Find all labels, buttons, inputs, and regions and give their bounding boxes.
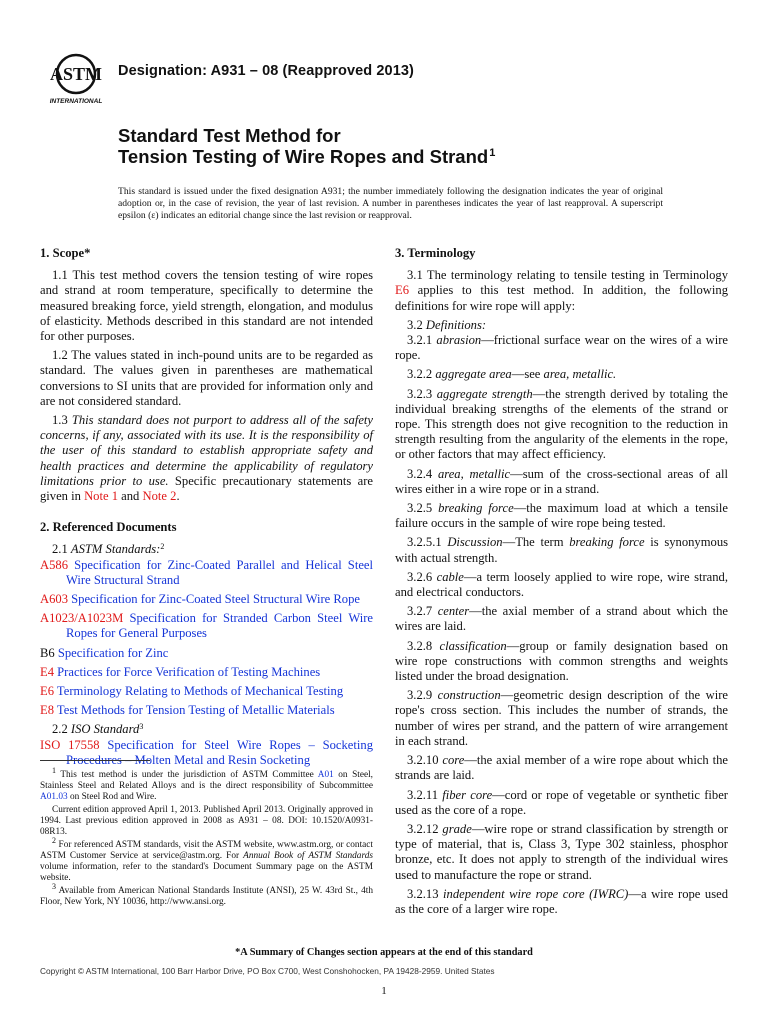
scope-period: . — [176, 489, 180, 504]
astm-ref-list — [40, 558, 373, 719]
scope-1-1: 1.1 This test method covers the tension testing of wire ropes and strand at room temperature, specifically to determine the measured breaking force, yield strength, elongation, and modulus of elasticity. Methods described in this standard are not intended for other purposes. — [40, 268, 373, 344]
ref-item — [40, 703, 373, 718]
definition-text: —see — [511, 367, 544, 382]
scope-and: and — [118, 489, 143, 504]
scope-1-3-rest: Specific precautionary statements are given in — [40, 473, 373, 504]
definition-text: —The term — [502, 535, 570, 550]
definition-number: 3.2.12 — [407, 821, 443, 836]
definition-item — [395, 688, 728, 749]
definition-term: abrasion — [436, 333, 482, 348]
definition-text: —group or family designation based on wire rope constructions with common strengths and weights listed under the broad designation. — [395, 638, 728, 684]
definition-term: Discussion — [447, 535, 503, 550]
ref-code[interactable]: E4 — [40, 664, 54, 679]
fn1-mark: 1 — [52, 766, 56, 775]
definition-text-2: is synonymous with actual strength. — [395, 535, 729, 565]
definition-item — [395, 467, 728, 497]
fn1-c: on Steel Rod and Wire. — [67, 792, 157, 802]
term-3-1-a: 3.1 The terminology relating to tensile testing in Terminology — [407, 268, 728, 283]
note-1-link[interactable]: Note 1 — [84, 489, 119, 504]
definition-number: 3.2.8 — [407, 638, 440, 653]
sub2-label: ISO Standard — [70, 722, 140, 737]
definition-item — [395, 367, 728, 382]
scope-1-3-italic: This standard does not purport to address all of the safety concerns, if any, associated with its use. It is the responsibility of the user of this standard to establish appropriate safety and health practices and determine the applicability of regulatory limitations prior to use. — [40, 413, 373, 488]
ref-code[interactable]: A603 — [40, 592, 68, 607]
definition-term-2: breaking force — [569, 535, 645, 550]
footnote-1-edition: Current edition approved April 1, 2013. Published April 2013. Originally approved in 1994. Last previous edition approved in 2008 as A931 – 08. DOI: 10.1520/A0931-08R13. — [40, 805, 373, 837]
footnote-divider — [40, 760, 150, 761]
definition-term: cable — [436, 569, 464, 584]
scope-1-3-num: 1.3 — [52, 413, 72, 428]
definition-item — [395, 535, 728, 565]
sub1-num: 2.1 — [52, 542, 71, 557]
footnote-1 — [40, 766, 374, 803]
definition-text: —cord or rope of vegetable or synthetic fiber used as the core of a rope. — [395, 787, 729, 817]
definition-term: classification — [439, 638, 507, 653]
right-column — [395, 246, 728, 921]
term-3-2-num: 3.2 — [407, 317, 426, 332]
definition-item — [395, 333, 728, 363]
definition-number: 3.2.10 — [407, 753, 443, 768]
scope-1-3 — [40, 413, 373, 504]
definition-number: 3.2.3 — [407, 386, 437, 401]
ref-title[interactable]: Specification for Zinc-Coated Steel Structural Wire Rope — [71, 592, 360, 607]
sub2-sup: 3 — [139, 722, 144, 732]
definition-term: area, metallic — [437, 466, 511, 481]
definition-item — [395, 887, 728, 917]
ref-item — [40, 646, 373, 661]
definition-text: —sum of the cross-sectional areas of all wires either in a wire rope or in a strand. — [395, 466, 729, 496]
refdocs-heading: 2. Referenced Documents — [40, 520, 177, 535]
definition-number: 3.2.5.1 — [407, 535, 448, 550]
definition-number: 3.2.2 — [407, 367, 436, 382]
term-3-2-label: Definitions: — [425, 317, 487, 332]
terminology-heading: 3. Terminology — [395, 246, 476, 260]
ref-code[interactable]: A586 — [40, 557, 68, 572]
definition-term: construction — [437, 688, 501, 703]
ref-title[interactable]: Specification for Zinc — [57, 645, 169, 660]
ref-item — [40, 611, 373, 641]
fn2-a: For referenced ASTM standards, visit the ASTM website, www.astm.org, or contact ASTM Customer Service at service@astm.org. For — [40, 840, 373, 861]
definition-number: 3.2.1 — [407, 333, 437, 348]
definition-item — [395, 387, 728, 463]
definition-text: —a wire rope used as the core of a larger wire rope. — [395, 886, 728, 916]
ref-item — [40, 665, 373, 680]
definition-text: —the axial member of a wire rope about which the strands are laid. — [395, 753, 728, 783]
ref-title[interactable]: Specification for Stranded Carbon Steel Wire Ropes for General Purposes — [66, 611, 373, 641]
definition-item — [395, 639, 728, 685]
definition-term: fiber core — [442, 787, 493, 802]
ref-item — [40, 558, 373, 588]
title-footnote-mark: 1 — [489, 147, 496, 159]
definition-item — [395, 822, 728, 883]
ref-title[interactable]: Terminology Relating to Methods of Mechanical Testing — [56, 684, 344, 699]
definition-text: —a term loosely applied to wire rope, wire strand, and electrical conductors. — [395, 569, 728, 600]
definition-term: aggregate strength — [436, 386, 533, 401]
title-line-1: Standard Test Method for — [118, 125, 341, 146]
sub1-sup: 2 — [160, 542, 165, 552]
definition-item — [395, 501, 728, 531]
astm-logo — [42, 50, 110, 106]
footnote-3 — [40, 882, 373, 908]
e6-link[interactable]: E6 — [395, 283, 409, 298]
definition-term: independent wire rope core (IWRC) — [443, 886, 629, 901]
title-line-2 — [118, 146, 495, 168]
page-number: 1 — [381, 985, 387, 997]
ref-title[interactable]: Test Methods for Tension Testing of Metallic Materials — [56, 703, 335, 718]
iso-title[interactable]: Specification for Steel Wire Ropes – Socketing Procedures – Molten Metal and Resin Socketing — [66, 737, 373, 767]
definition-text: —geometric design description of the wire rope's cross section. This includes the number of strands, the number of wires per strand, and the pattern of wire arrangement in each strand. — [395, 688, 728, 748]
note-2-link[interactable]: Note 2 — [142, 489, 177, 504]
iso-ref-item — [40, 738, 373, 768]
definition-number: 3.2.9 — [407, 688, 438, 703]
fn2-italic: Annual Book of ASTM Standards — [243, 851, 373, 861]
scope-1-2: 1.2 The values stated in inch-pound units are to be regarded as standard. The values given in parentheses are mathematical conversions to SI units that are provided for information only and are not considered standard. — [40, 348, 373, 408]
fn2-b: volume information, refer to the standard's Document Summary page on the ASTM website. — [40, 862, 373, 883]
definition-text: —frictional surface wear on the wires of a wire rope. — [395, 333, 728, 363]
iso-code[interactable]: ISO 17558 — [40, 737, 100, 752]
copyright: Copyright © ASTM International, 100 Barr Harbor Drive, PO Box C700, West Conshohocken, PA 19428-2959. United States — [40, 966, 495, 976]
definition-number: 3.2.6 — [407, 569, 437, 584]
definitions-list — [395, 333, 728, 917]
definition-text: —the maximum load at which a tensile failure occurs in the sample of wire rope being tested. — [395, 501, 729, 531]
astm-standards-subhead — [40, 542, 373, 557]
summary-note: *A Summary of Changes section appears at the end of this standard — [235, 947, 533, 958]
definition-text: —the strength derived by totaling the individual breaking strengths of the elements of the strand or rope. This strength does not give recognition to the reduction in strength resulting from the angularity of the elements in the rope, or other factors that may affect efficiency. — [395, 386, 729, 462]
definition-text: —the axial member of a strand about which the wires are laid. — [395, 604, 728, 634]
definition-term: center — [437, 604, 470, 619]
definition-item — [395, 753, 728, 783]
fn1-b: on Steel, Stainless Steel and Related Alloys and is the direct responsibility of Subcommittee — [40, 770, 374, 791]
ref-code[interactable]: E8 — [40, 703, 54, 718]
definition-number: 3.2.13 — [407, 886, 444, 901]
definition-term-2: area, metallic. — [543, 367, 617, 382]
designation: Designation: A931 – 08 (Reapproved 2013) — [118, 63, 414, 79]
definition-item — [395, 788, 728, 818]
sub1-label: ASTM Standards: — [70, 542, 161, 557]
definition-term: core — [442, 753, 465, 768]
definition-text: —wire rope or strand classification by strength or type of material, that is, Class 3, Type 302 stainless, phosphor bronze, etc. It does not apply to strength of the individual wires used to manufacture the rope or strand. — [395, 821, 728, 882]
ref-code[interactable]: E6 — [40, 684, 54, 699]
definition-term: breaking force — [438, 501, 514, 516]
fn2-mark: 2 — [52, 836, 56, 845]
ref-item — [40, 684, 373, 699]
fn3-text: Available from American National Standards Institute (ANSI), 25 W. 43rd St., 4th Floor, New York, NY 10036, http://www.ansi.org. — [40, 886, 373, 907]
logo-text: ASTM — [49, 64, 103, 84]
definition-term: grade — [442, 821, 472, 836]
footnotes — [40, 766, 374, 910]
preamble: This standard is issued under the fixed designation A931; the number immediately following the designation indicates the year of original adoption or, in the case of revision, the year of last revision. A number in parentheses indicates the year of last reapproval. A superscript epsilon (ε) indicates an editorial change since the last revision or reapproval. — [118, 186, 663, 221]
term-3-1-b: applies to this test method. In addition, the following definitions for wire rope will apply: — [395, 283, 728, 313]
fn1-a: This test method is under the jurisdiction of ASTM Committee — [56, 770, 318, 780]
sub2-num: 2.2 — [52, 722, 71, 737]
definition-term: aggregate area — [435, 367, 512, 382]
committee-a01-link[interactable]: A01 — [317, 770, 334, 780]
ref-title[interactable]: Practices for Force Verification of Testing Machines — [57, 664, 321, 679]
subcommittee-a0103-link[interactable]: A01.03 — [40, 792, 68, 802]
definition-number: 3.2.11 — [407, 787, 443, 802]
title-text: Tension Testing of Wire Ropes and Strand — [118, 146, 489, 167]
iso-standard-subhead — [40, 722, 373, 737]
definition-item — [395, 570, 728, 600]
footnote-2 — [40, 836, 373, 884]
logo-subtext: INTERNATIONAL — [49, 98, 103, 105]
definition-item — [395, 604, 728, 634]
ref-title[interactable]: Specification for Zinc-Coated Parallel and Helical Steel Wire Structural Strand — [66, 557, 373, 587]
ref-code: B6 — [40, 645, 55, 660]
fn3-mark: 3 — [52, 882, 56, 891]
definition-number: 3.2.7 — [407, 604, 438, 619]
ref-code[interactable]: A1023/A1023M — [40, 611, 124, 626]
left-column — [40, 246, 373, 772]
term-3-1 — [395, 268, 728, 314]
definition-number: 3.2.4 — [407, 466, 438, 481]
definition-number: 3.2.5 — [407, 501, 439, 516]
term-3-2 — [395, 318, 728, 333]
ref-item — [40, 592, 373, 607]
scope-heading: 1. Scope* — [40, 246, 91, 260]
